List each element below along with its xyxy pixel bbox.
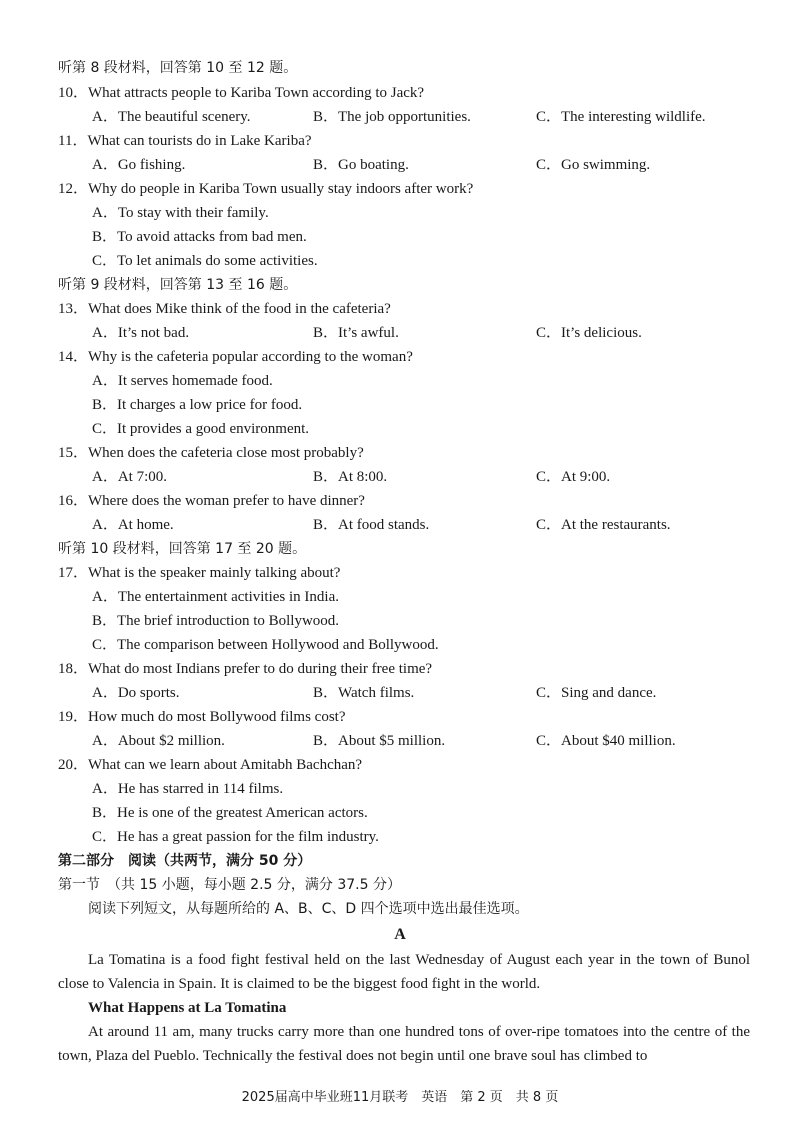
option-c: C．To let animals do some activities. [92, 253, 318, 269]
option-a: A．At 7:00. [92, 469, 168, 485]
passage-letter: A [394, 926, 406, 943]
option-c: C．The interesting wildlife. [536, 109, 706, 125]
question-20-option-c-line [58, 825, 760, 849]
option-a: A．To stay with their family. [92, 205, 269, 221]
question-12-option-b-line [58, 225, 760, 249]
question-20-stem: 20．What can we learn about Amitabh Bachchan? [58, 757, 363, 773]
question-17-stem: 17．What is the speaker mainly talking about? [58, 565, 341, 581]
question-15-stem: 15．When does the cafeteria close most probably? [58, 445, 364, 461]
option-c: C．Sing and dance. [536, 685, 657, 701]
option-b: B．At food stands. [313, 517, 430, 533]
option-b: B．To avoid attacks from bad men. [92, 229, 307, 245]
section-heading-8: 听第 8 段材料，回答第 10 至 12 题。 [58, 60, 298, 76]
option-a: A．The beautiful scenery. [92, 109, 251, 125]
question-16-stem: 16．Where does the woman prefer to have dinner? [58, 493, 365, 509]
passage-paragraph-1: La Tomatina is a food fight festival held on the last Wednesday of August each year in the town of Bunol close to Valencia in Spain. It is claimed to be the biggest food fight in the world. [58, 952, 750, 992]
option-b: B．The job opportunities. [313, 109, 471, 125]
option-c: C．It provides a good environment. [92, 421, 310, 437]
passage-subheading: What Happens at La Tomatina [88, 1000, 287, 1016]
question-15-options [58, 465, 760, 489]
option-b: B．He is one of the greatest American actors. [92, 805, 368, 821]
question-11-options [58, 153, 760, 177]
part-two-heading: 第二部分 阅读（共两节，满分 50 分） [58, 853, 312, 869]
option-a: A．About $2 million. [92, 733, 225, 749]
passage-paragraph-2: At around 11 am, many trucks carry more than one hundred tons of over-ripe tomatoes into the centre of the town, Plaza del Pueblo. Technically the festival does not begin until one brave soul has climbed to [58, 1024, 750, 1064]
question-12-option-a-line [58, 201, 760, 225]
question-14-option-c-line [58, 417, 760, 441]
question-11-stem: 11．What can tourists do in Lake Kariba? [58, 133, 312, 149]
section-one-heading: 第一节 （共 15 小题，每小题 2.5 分，满分 37.5 分） [58, 877, 401, 893]
option-c: C．It’s delicious. [536, 325, 642, 341]
option-a: A．The entertainment activities in India. [92, 589, 340, 605]
section-heading-9: 听第 9 段材料，回答第 13 至 16 题。 [58, 277, 298, 293]
option-c: C．He has a great passion for the film industry. [92, 829, 379, 845]
reading-instruction: 阅读下列短文，从每题所给的 A、B、C、D 四个选项中选出最佳选项。 [88, 901, 529, 917]
question-17-option-b-line [58, 609, 760, 633]
question-17-option-a-line [58, 585, 760, 609]
question-13-options [58, 321, 760, 345]
option-b: B．About $5 million. [313, 733, 446, 749]
question-19-options [58, 729, 760, 753]
question-12-option-c-line [58, 249, 760, 273]
option-b: B．Go boating. [313, 157, 409, 173]
option-a: A．Do sports. [92, 685, 180, 701]
option-a: A．It serves homemade food. [92, 373, 273, 389]
option-b: B．At 8:00. [313, 469, 388, 485]
question-14-stem: 14．Why is the cafeteria popular according to the woman? [58, 349, 413, 365]
option-b: B．Watch films. [313, 685, 415, 701]
section-heading-10: 听第 10 段材料，回答第 17 至 20 题。 [58, 541, 307, 557]
option-a: A．He has starred in 114 films. [92, 781, 284, 797]
question-20-option-a-line [58, 777, 760, 801]
option-c: C．Go swimming. [536, 157, 651, 173]
option-a: A．Go fishing. [92, 157, 186, 173]
page-footer: 2025届高中毕业班11月联考 英语 第 2 页 共 8 页 [241, 1090, 559, 1105]
question-20-option-b-line [58, 801, 760, 825]
question-17-option-c-line [58, 633, 760, 657]
question-14-option-a-line [58, 369, 760, 393]
question-18-options [58, 681, 760, 705]
option-c: C．About $40 million. [536, 733, 676, 749]
option-c: C．At the restaurants. [536, 517, 671, 533]
question-13-stem: 13．What does Mike think of the food in the cafeteria? [58, 301, 391, 317]
question-19-stem: 19．How much do most Bollywood films cost? [58, 709, 346, 725]
option-a: A．It’s not bad. [92, 325, 190, 341]
option-c: C．The comparison between Hollywood and Bollywood. [92, 637, 439, 653]
question-12-stem: 12．Why do people in Kariba Town usually stay indoors after work? [58, 181, 474, 197]
question-14-option-b-line [58, 393, 760, 417]
question-10-options [58, 105, 760, 129]
option-b: B．It’s awful. [313, 325, 399, 341]
question-18-stem: 18．What do most Indians prefer to do during their free time? [58, 661, 433, 677]
option-c: C．At 9:00. [536, 469, 611, 485]
question-16-options [58, 513, 760, 537]
option-b: B．The brief introduction to Bollywood. [92, 613, 340, 629]
question-10-stem: 10．What attracts people to Kariba Town according to Jack? [58, 85, 425, 101]
option-b: B．It charges a low price for food. [92, 397, 303, 413]
option-a: A．At home. [92, 517, 174, 533]
